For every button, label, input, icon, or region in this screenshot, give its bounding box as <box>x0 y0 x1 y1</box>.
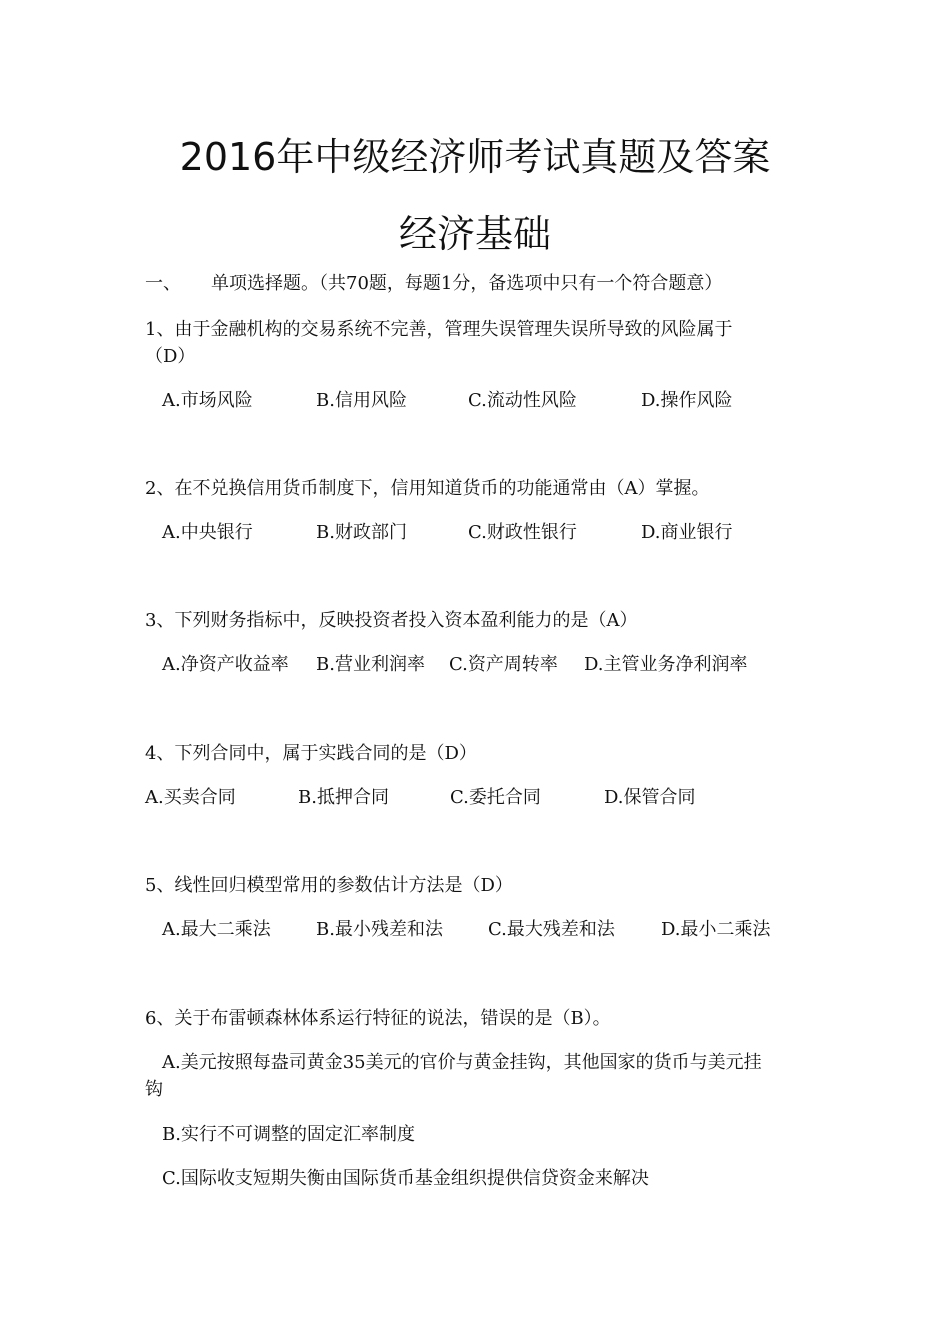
question-2-stem: 2、在不兑换信用货币制度下，信用知道货币的功能通常由（A）掌握。 <box>145 478 710 499</box>
question-2-option-a: A.中央银行 <box>162 522 253 543</box>
question-1-option-d: D.操作风险 <box>641 390 733 411</box>
question-6-option-b: B.实行不可调整的固定汇率制度 <box>162 1124 415 1145</box>
question-5-option-d: D.最小二乘法 <box>661 919 771 940</box>
document-subtitle: 经济基础 <box>398 212 551 256</box>
question-3-stem: 3、下列财务指标中，反映投资者投入资本盈利能力的是（A） <box>145 610 638 631</box>
question-2-option-d: D.商业银行 <box>641 522 733 543</box>
question-6-option-a-continued: 钩 <box>145 1079 163 1100</box>
document-title: 2016年中级经济师考试真题及答案 <box>179 135 771 179</box>
section-heading: 单项选择题。（共70题，每题1分，备选项中只有一个符合题意） <box>211 273 723 294</box>
question-1-option-c: C.流动性风险 <box>468 390 577 411</box>
question-6-option-a: A.美元按照每盎司黄金35美元的官价与黄金挂钩，其他国家的货币与美元挂 <box>162 1052 762 1073</box>
question-4-option-a: A.买卖合同 <box>145 787 236 808</box>
question-6-option-c: C.国际收支短期失衡由国际货币基金组织提供信贷资金来解决 <box>162 1168 649 1189</box>
question-4-option-b: B.抵押合同 <box>298 787 389 808</box>
question-3-option-c: C.资产周转率 <box>449 654 558 675</box>
section-number: 一、 <box>145 273 181 294</box>
question-5-option-c: C.最大残差和法 <box>488 919 615 940</box>
question-4-option-c: C.委托合同 <box>450 787 541 808</box>
question-2-option-c: C.财政性银行 <box>468 522 577 543</box>
question-1-answer: （D） <box>145 346 196 367</box>
question-4-stem: 4、下列合同中，属于实践合同的是（D） <box>145 743 477 764</box>
question-3-option-b: B.营业利润率 <box>316 654 425 675</box>
question-1-stem: 1、由于金融机构的交易系统不完善，管理失误管理失误所导致的风险属于 <box>145 319 733 340</box>
question-5-option-b: B.最小残差和法 <box>316 919 443 940</box>
question-6-stem: 6、关于布雷顿森林体系运行特征的说法，错误的是（B）。 <box>145 1008 611 1029</box>
question-2-option-b: B.财政部门 <box>316 522 407 543</box>
question-4-option-d: D.保管合同 <box>604 787 696 808</box>
question-3-option-a: A.净资产收益率 <box>162 654 289 675</box>
question-1-option-a: A.市场风险 <box>162 390 253 411</box>
question-3-option-d: D.主管业务净利润率 <box>584 654 748 675</box>
question-1-option-b: B.信用风险 <box>316 390 407 411</box>
question-5-stem: 5、线性回归模型常用的参数估计方法是（D） <box>145 875 513 896</box>
question-5-option-a: A.最大二乘法 <box>162 919 271 940</box>
